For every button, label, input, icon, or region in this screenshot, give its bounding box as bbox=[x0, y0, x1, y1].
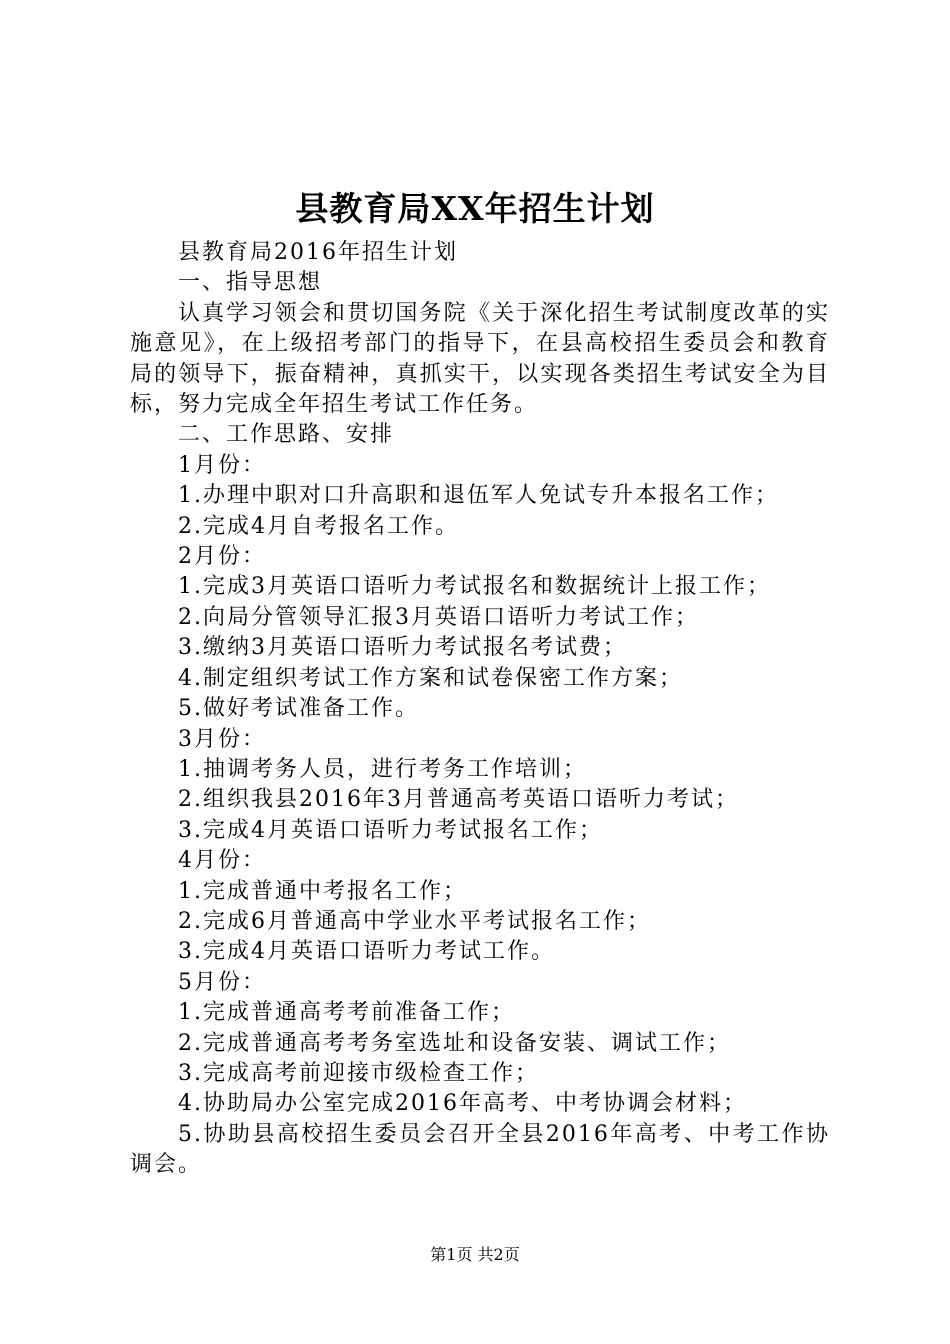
month-label: 2月份： bbox=[178, 544, 266, 570]
guiding-paragraph: 认真学习领会和贯切国务院《关于深化招生考试制度改革的实施意见》，在上级招考部门的指导下，在县高校招生委员会和教育局的领导下，振奋精神，真抓实干，以实现各类招生考试安全为目标，努力完成全年招生考试工作任务。 bbox=[130, 300, 830, 418]
list-item: 2.完成4月自考报名工作。 bbox=[178, 513, 459, 539]
month-label: 4月份： bbox=[178, 848, 266, 874]
list-item: 3.完成4月英语口语听力考试报名工作； bbox=[178, 817, 603, 843]
list-item: 2.组织我县2016年3月普通高考英语口语听力考试； bbox=[178, 787, 739, 813]
list-item: 2.向局分管领导汇报3月英语口语听力考试工作； bbox=[178, 604, 699, 630]
subtitle-line: 县教育局2016年招生计划 bbox=[178, 240, 458, 265]
list-item: 2.完成6月普通高中学业水平考试报名工作； bbox=[178, 908, 651, 934]
list-item: 2.完成普通高考考务室选址和设备安装、调试工作； bbox=[178, 1030, 731, 1056]
document-body bbox=[130, 238, 830, 1181]
section-heading-guiding: 一、指导思想 bbox=[178, 270, 323, 296]
list-item: 5.做好考试准备工作。 bbox=[178, 696, 419, 722]
list-item: 1.完成普通中考报名工作； bbox=[178, 878, 467, 904]
list-item: 1.完成3月英语口语听力考试报名和数据统计上报工作； bbox=[178, 574, 771, 600]
section-heading-work: 二、工作思路、安排 bbox=[178, 422, 395, 448]
list-item: 3.缴纳3月英语口语听力考试报名考试费； bbox=[178, 635, 627, 661]
month-label: 5月份： bbox=[178, 969, 266, 995]
list-item: 4.制定组织考试工作方案和试卷保密工作方案； bbox=[178, 665, 683, 691]
list-item: 4.协助局办公室完成2016年高考、中考协调会材料； bbox=[178, 1091, 747, 1117]
page-footer: 第1页 共2页 bbox=[430, 1245, 520, 1264]
list-item: 3.完成高考前迎接市级检查工作； bbox=[178, 1060, 539, 1086]
list-item-wrapped: 5.协助县高校招生委员会召开全县2016年高考、中考工作协调会。 bbox=[130, 1121, 830, 1178]
month-label: 1月份： bbox=[178, 452, 266, 478]
document-title: 县教育局XX年招生计划 bbox=[295, 189, 655, 228]
list-item: 1.抽调考务人员，进行考务工作培训； bbox=[178, 756, 587, 782]
list-item: 3.完成4月英语口语听力考试工作。 bbox=[178, 939, 555, 965]
list-item: 1.完成普通高考考前准备工作； bbox=[178, 1000, 515, 1026]
list-item: 1.办理中职对口升高职和退伍军人免试专升本报名工作； bbox=[178, 483, 779, 509]
month-label: 3月份： bbox=[178, 726, 266, 752]
